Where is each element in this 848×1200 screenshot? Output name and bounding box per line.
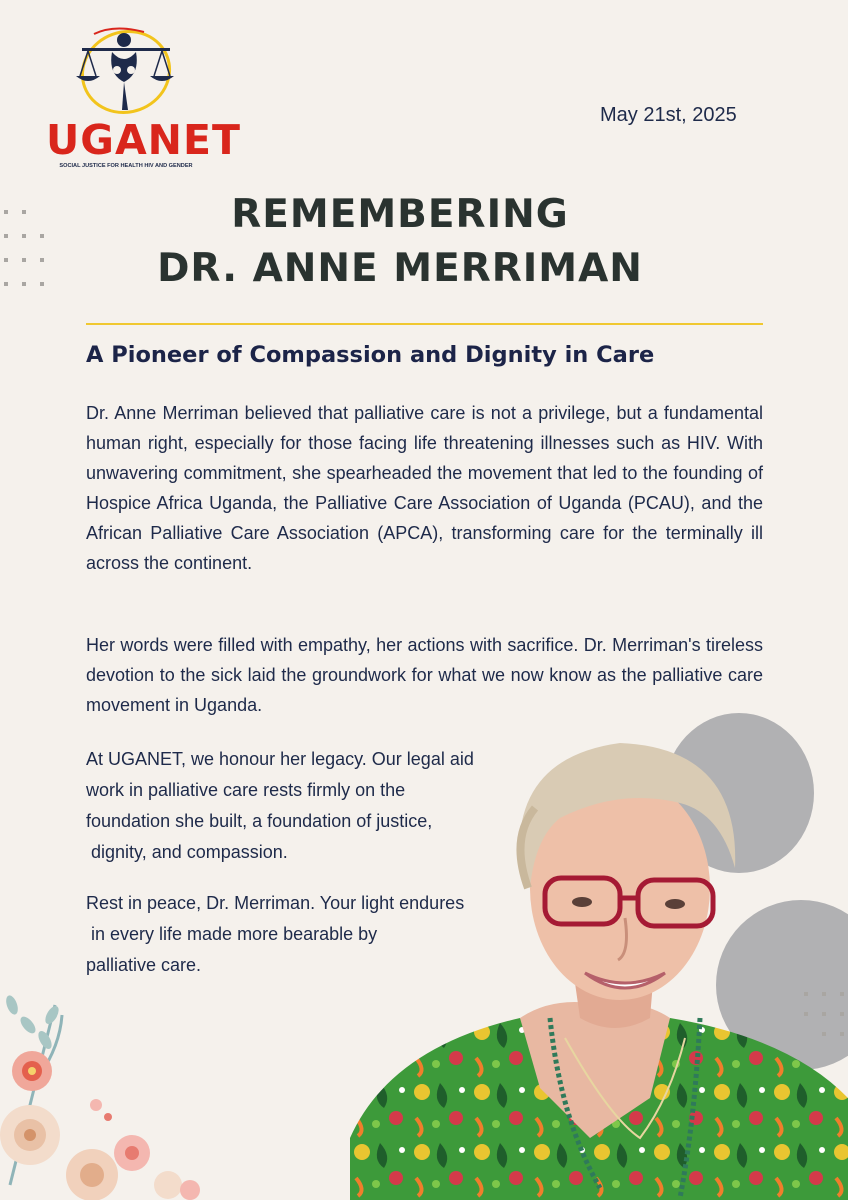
paragraph-3-line: work in palliative care rests firmly on the [86, 780, 406, 800]
scales-of-justice-icon [74, 26, 178, 118]
decorative-dots-icon [0, 206, 56, 290]
paragraph-3 [86, 744, 474, 868]
page-title [90, 188, 710, 296]
title-line-1: REMEMBERING [231, 192, 569, 237]
paragraph-3-line: dignity, and compassion. [86, 842, 288, 862]
paragraph-4 [86, 888, 464, 981]
paragraph-4-line: palliative care. [86, 955, 202, 975]
subtitle: A Pioneer of Compassion and Dignity in Care [86, 342, 655, 368]
logo-tagline: SOCIAL JUSTICE FOR HEALTH HIV AND GENDER [59, 163, 193, 169]
paragraph-2: Her words were filled with empathy, her actions with sacrifice. Dr. Merriman's tireless devotion to the sick laid the groundwork for what we now know as the palliative care movement in Uganda. [86, 635, 763, 715]
uganet-logo [46, 26, 241, 174]
paragraph-4-line: Rest in peace, Dr. Merriman. Your light endures [86, 893, 465, 913]
logo-wordmark: UGANET [46, 116, 241, 164]
paragraph-3-line: foundation she built, a foundation of justice, [86, 811, 433, 831]
paragraph-3-line: At UGANET, we honour her legacy. Our legal aid [86, 749, 474, 769]
floral-decoration-icon [0, 985, 260, 1200]
publish-date: May 21st, 2025 [600, 104, 737, 126]
paragraph-1: Dr. Anne Merriman believed that palliative care is not a privilege, but a fundamental human right, especially for those facing life threatening illnesses such as HIV. With unwavering commitment, she spearheaded the movement that led to the founding of Hospice Africa Uganda, the Palliative Care Association of Uganda (PCAU), and the African Palliative Care Association (APCA), transforming care for the terminally ill across the continent. [86, 403, 763, 573]
title-line-2: DR. ANNE MERRIMAN [157, 246, 643, 291]
paragraph-4-line: in every life made more bearable by [86, 924, 378, 944]
divider [86, 323, 763, 325]
